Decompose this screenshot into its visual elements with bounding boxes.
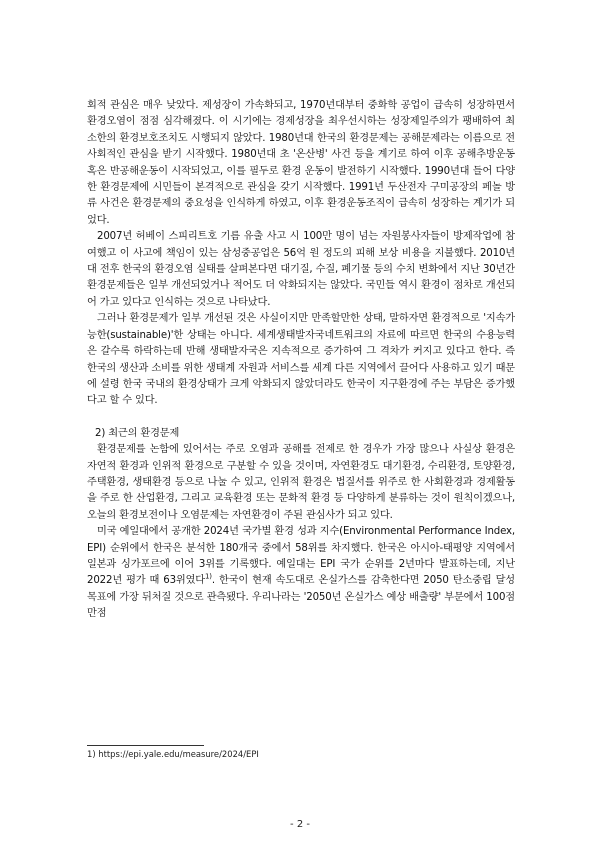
page-number: - 2 - [290, 819, 310, 830]
body-text [87, 98, 515, 623]
footnote-reference[interactable]: 1) [205, 572, 212, 581]
paragraph-1: 회적 관심은 매우 낮았다. 제성장이 가속화되고, 1970년대부터 중화학 공업이 급속히 성장하면서 환경오염이 점점 심각해졌다. 이 시기에는 경제성장을 최우선시하는 성장제일주의가 팽배하여 최소한의 환경보호조치도 시행되지 않았다. 1980년대 한국의 환경문제는 공해문제라는 이름으로 전 사회적인 관심을 받기 시작했다. 1980년대 초 '온산병' 사건 등을 계기로 하여 이후 공해추방운동 혹은 반공해운동이 시작되었고, 이를 필두로 환경 운동이 발전하기 시작했다. 1990년대 들어 다양한 환경문제에 시민들이 본격적으로 관심을 갖기 시작했다. 1991년 두산전자 구미공장의 페놀 방류 사건은 환경문제의 중요성을 인식하게 하였고, 이후 환경운동조직이 급속히 성장하는 계기가 되었다. [87, 100, 515, 226]
footnote: 1) https://epi.yale.edu/measure/2024/EPI [87, 749, 259, 759]
section-heading: 2) 최근의 환경문제 [95, 427, 180, 439]
paragraph-5-main: 미국 예일대에서 공개한 2024년 국가별 환경 성과 지수(Environmental Performance Index, EPI) 순위에서 한국은 분석한 180개국 중에서 58위를 차지했다. 한국은 아시아-태평양 지역에서 일본과 싱가포르에 이어 3위를 기록했다. 예일대는 EPI 국가 순위를 2년마다 발표하는데, 지난 2022년 평가 때 63위였다 [87, 526, 515, 587]
paragraph-2: 2007년 허베이 스피리트호 기름 유출 사고 시 100만 명이 넘는 자원봉사자들이 방제작업에 참여했고 이 사고에 책임이 있는 삼성중공업은 56억 원 정도의 피해 보상 비용을 지불했다. 2010년대 전후 한국의 환경오염 실태를 살펴본다면 대기질, 수질, 폐기물 등의 수치 변화에서 지난 30년간 환경문제들은 일부 개선되었거나 적어도 더 악화되지는 않았다. 국민들 역시 환경이 점차로 개선되어 가고 있다고 인식하는 것으로 나타났다. [87, 231, 515, 308]
footnote-divider [87, 745, 204, 746]
paragraph-5 [87, 524, 515, 622]
paragraph-5-tail: . 한국이 현재 속도대로 온실가스를 감축한다면 2050 탄소중립 달성 목표에 가장 뒤처질 것으로 관측됐다. 우리나라는 '2050년 온실가스 예상 배출량' 부문에서 100점 만점 [87, 575, 516, 620]
paragraph-4: 환경문제를 논함에 있어서는 주로 오염과 공해를 전제로 한 경우가 가장 많으나 사실상 환경은 자연적 환경과 인위적 환경으로 구분할 수 있을 것이며, 자연환경도 대기환경, 수리환경, 토양환경, 주택환경, 생태환경 등으로 나눌 수 있고, 인위적 환경은 법질서를 위주로 한 사회환경과 경제활동을 주로 한 산업환경, 그리고 교육환경 또는 문화적 환경 등 다양하게 분류하는 것이 원칙이겠으나, 오늘의 환경보전이나 오염문제는 자연환경이 주된 관심사가 되고 있다. [87, 444, 515, 521]
paragraph-3: 그러나 환경문제가 일부 개선된 것은 사실이지만 만족할만한 상태, 말하자면 환경적으로 '지속가능한(sustainable)'한 상태는 아니다. 세계생태발자국네트워크의 자료에 따르면 한국의 수용능력은 갈수록 하락하는데 반해 생태발자국은 지속적으로 증가하여 그 격차가 커지고 있다고 한다. 즉 한국의 생산과 소비를 위한 생태계 자원과 서비스를 세계 다른 지역에서 끌어다 사용하고 있기 때문에 설령 한국 국내의 환경상태가 크게 악화되지 않았더라도 한국이 지구환경에 주는 부담은 증가했다고 할 수 있다. [87, 313, 515, 407]
